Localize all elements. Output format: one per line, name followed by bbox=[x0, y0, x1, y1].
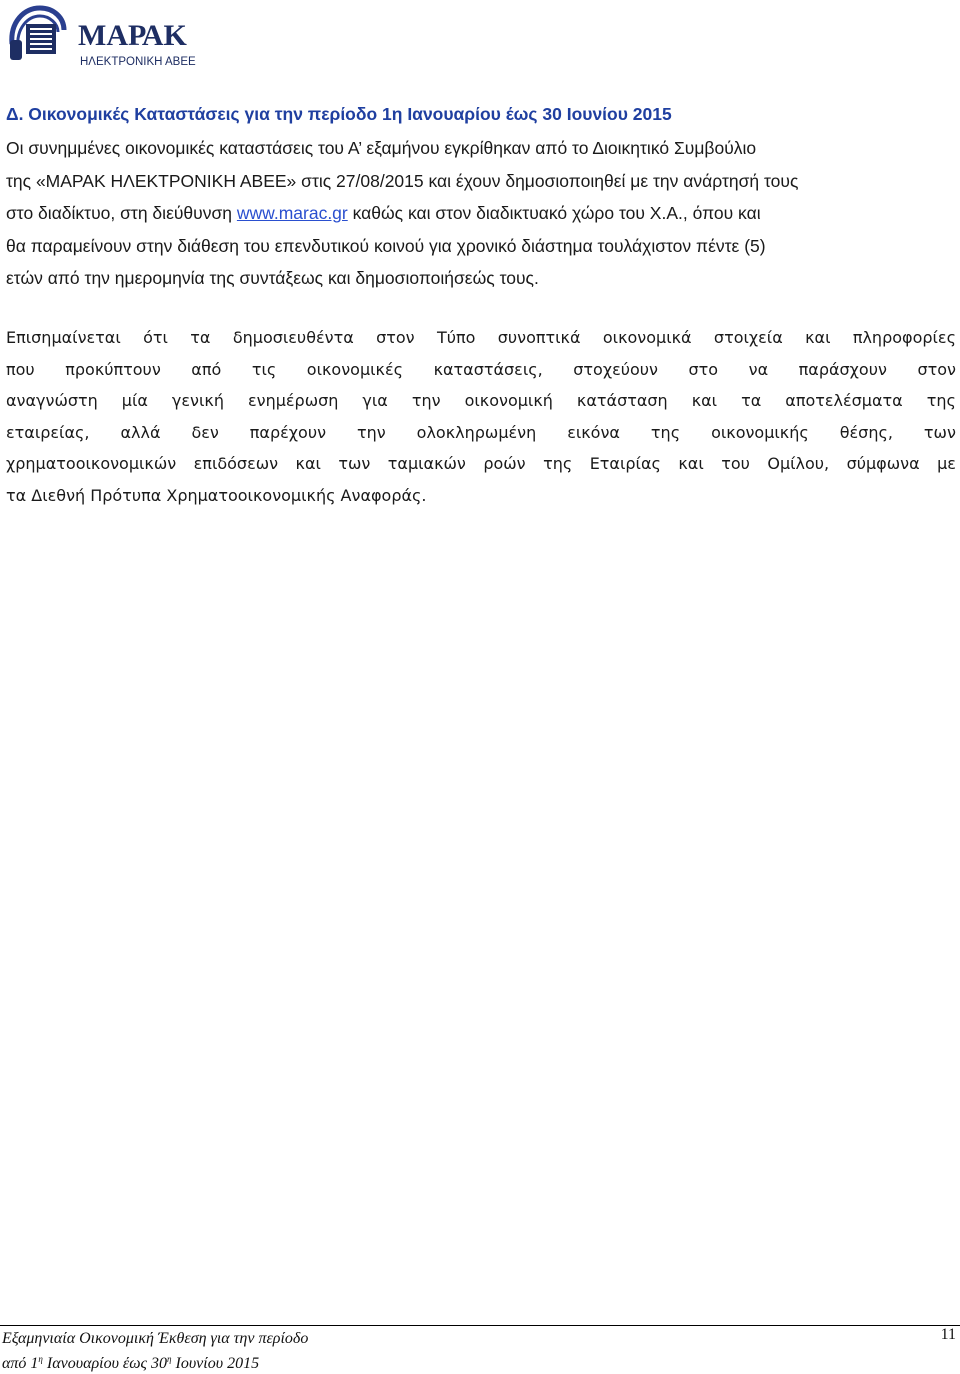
footer-report-title bbox=[2, 1328, 308, 1374]
word: καταστάσεις, bbox=[433, 359, 543, 379]
word: σύμφωνα bbox=[846, 454, 920, 474]
word: ροών bbox=[483, 454, 526, 474]
paragraph-line bbox=[6, 385, 956, 417]
paragraph-line bbox=[6, 197, 956, 230]
word: τα bbox=[741, 391, 762, 411]
word: της bbox=[926, 391, 956, 411]
paragraph-line bbox=[6, 448, 956, 480]
word: προκύπτουν bbox=[65, 359, 161, 379]
word: και bbox=[678, 454, 704, 474]
word: ενημέρωση bbox=[247, 391, 339, 411]
footer-text: Ιανουαρίου έως 30 bbox=[42, 1355, 168, 1372]
approval-paragraph bbox=[6, 132, 956, 295]
word: στοχεύουν bbox=[573, 359, 658, 379]
word: ότι bbox=[143, 328, 168, 347]
word: συνοπτικά bbox=[497, 328, 581, 347]
paragraph-line: Οι συνημμένες οικονομικές καταστάσεις του Α’ εξαμήνου εγκρίθηκαν από το Διοικητικό Συμβούλιο bbox=[6, 138, 757, 158]
word: οικονομική bbox=[464, 391, 553, 411]
paragraph-text: στο διαδίκτυο, στη διεύθυνση bbox=[6, 203, 237, 224]
word: Επισημαίνεται bbox=[6, 328, 121, 347]
word: οικονομικής bbox=[711, 422, 809, 442]
footer-text: Ιουνίου 2015 bbox=[171, 1355, 260, 1372]
company-name: ΜΑΡΑΚ bbox=[78, 19, 187, 52]
word: και bbox=[691, 391, 718, 411]
word: και bbox=[805, 328, 831, 347]
footer-divider bbox=[0, 1325, 960, 1326]
word: την bbox=[356, 422, 386, 442]
word: κατάσταση bbox=[576, 391, 668, 411]
justified-text bbox=[6, 322, 956, 354]
justified-text bbox=[6, 417, 956, 449]
word: ολοκληρωμένη bbox=[416, 422, 537, 442]
word: των bbox=[338, 454, 371, 474]
word: Ομίλου, bbox=[767, 454, 830, 474]
paragraph-line: θα παραμείνουν στην διάθεση του επενδυτικού κοινού για χρονικό διάστημα τουλάχιστον πέντε (5) bbox=[6, 235, 766, 256]
justified-text bbox=[6, 354, 956, 386]
justified-text bbox=[6, 448, 956, 480]
word: δημοσιευθέντα bbox=[232, 328, 354, 347]
word: εικόνα bbox=[567, 422, 620, 442]
justified-text bbox=[6, 385, 956, 417]
word: τις bbox=[251, 359, 277, 379]
paragraph-line bbox=[6, 354, 956, 386]
word: γενική bbox=[171, 391, 224, 411]
footer-text: από 1 bbox=[2, 1355, 39, 1372]
paragraph-line bbox=[6, 417, 956, 449]
word: οικονομικές bbox=[306, 359, 404, 379]
word: από bbox=[191, 359, 222, 379]
website-link[interactable]: www.marac.gr bbox=[236, 203, 348, 224]
footer-superscript: η bbox=[38, 1354, 43, 1364]
word: ταμιακών bbox=[387, 454, 466, 474]
word: της bbox=[650, 422, 681, 442]
section-heading: Δ. Οικονομικές Καταστάσεις για την περίοδο 1η Ιανουαρίου έως 30 Ιουνίου 2015 bbox=[6, 104, 672, 124]
word: στον bbox=[917, 359, 956, 379]
word: αλλά bbox=[120, 422, 161, 442]
paragraph-line: της «ΜΑΡΑΚ ΗΛΕΚΤΡΟΝΙΚΗ ΑΒΕΕ» στις 27/08/2015 και έχουν δημοσιοποιηθεί με την ανάρτησή τους bbox=[6, 170, 799, 191]
word: στο bbox=[688, 359, 719, 379]
word: για bbox=[362, 391, 388, 411]
footer-superscript: η bbox=[167, 1354, 172, 1364]
company-subtitle: ΗΛΕΚΤΡΟΝΙΚΗ ΑΒΕΕ bbox=[80, 56, 196, 68]
footer-line bbox=[2, 1349, 308, 1374]
word: με bbox=[937, 454, 956, 474]
paragraph-line: ετών από την ημερομηνία της συντάξεως και δημοσιοποιήσεώς τους. bbox=[6, 268, 539, 289]
headset-logo-icon bbox=[6, 2, 68, 64]
paragraph-text: καθώς και στον διαδικτυακό χώρο του Χ.Α., όπου και bbox=[347, 203, 761, 224]
company-logo bbox=[4, 0, 204, 80]
word: και bbox=[295, 454, 321, 474]
word: στοιχεία bbox=[713, 328, 783, 347]
word: να bbox=[748, 359, 769, 379]
word: επιδόσεων bbox=[193, 454, 279, 474]
disclaimer-paragraph bbox=[6, 322, 956, 512]
word: εταιρείας, bbox=[6, 422, 90, 442]
paragraph-line bbox=[6, 322, 956, 354]
word: δεν bbox=[191, 422, 219, 442]
word: πληροφορίες bbox=[852, 328, 956, 347]
word: θέσης, bbox=[839, 422, 893, 442]
word: Εταιρίας bbox=[589, 454, 661, 474]
word: της bbox=[543, 454, 573, 474]
word: μία bbox=[121, 391, 148, 411]
word: παράσχουν bbox=[798, 359, 887, 379]
word: στον bbox=[376, 328, 415, 347]
word: χρηματοοικονομικών bbox=[6, 454, 177, 474]
word: που bbox=[6, 359, 35, 379]
word: των bbox=[923, 422, 956, 442]
footer-line: Εξαμηνιαία Οικονομική Έκθεση για την περίοδο bbox=[2, 1330, 309, 1347]
page-number: 11 bbox=[940, 1326, 956, 1343]
word: την bbox=[411, 391, 441, 411]
word: Τύπο bbox=[436, 328, 476, 347]
word: αναγνώστη bbox=[6, 391, 98, 411]
word: αποτελέσματα bbox=[785, 391, 903, 411]
word: οικονομικά bbox=[602, 328, 692, 347]
paragraph-line: τα Διεθνή Πρότυπα Χρηματοοικονομικής Αναφοράς. bbox=[6, 485, 427, 505]
word: του bbox=[721, 454, 750, 474]
word: παρέχουν bbox=[249, 422, 327, 442]
word: τα bbox=[190, 328, 211, 347]
